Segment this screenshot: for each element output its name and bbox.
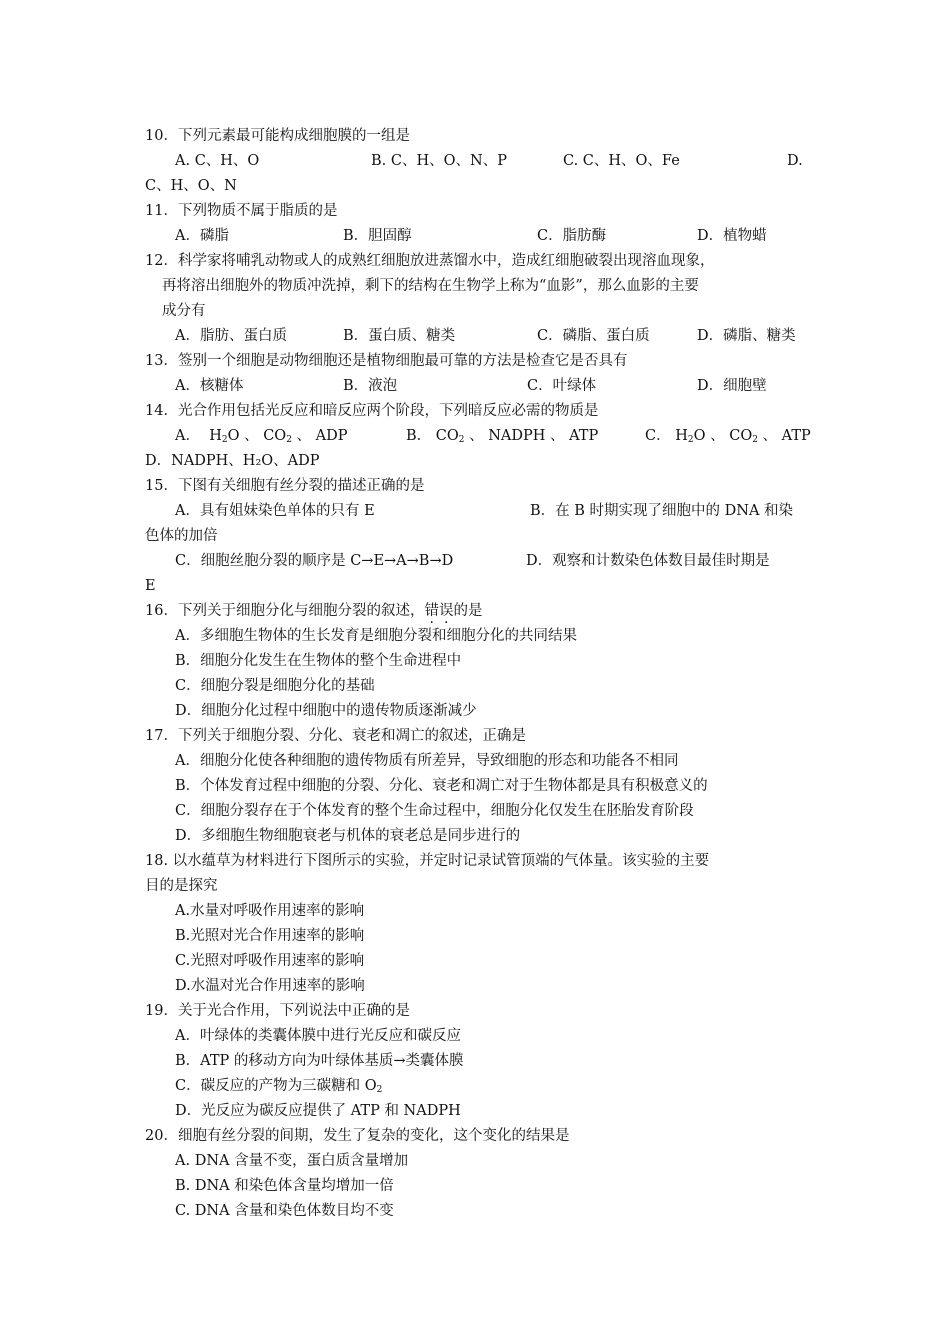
q17-stem: 17．下列关于细胞分裂、分化、衰老和凋亡的叙述，正确是 (145, 728, 526, 744)
q13-option-b: B．液泡 (343, 378, 398, 394)
q15-option-d-cont: E (145, 578, 156, 594)
q15-option-a: A．具有姐妹染色单体的只有 E (175, 503, 375, 519)
q20-option-c: C. DNA 含量和染色体数目均不变 (175, 1203, 394, 1219)
q13-option-c: C．叶绿体 (527, 378, 597, 394)
q17-option-a: A．细胞分化使各种细胞的遗传物质有所差异，导致细胞的形态和功能各不相同 (175, 753, 679, 769)
q18-option-a: A.水量对呼吸作用速率的影响 (175, 903, 365, 919)
q11-option-a: A．磷脂 (175, 228, 229, 244)
q15-option-c: C．细胞丝胞分裂的顺序是 C→E→A→B→D (175, 553, 454, 569)
q16-option-c: C．细胞分裂是细胞分化的基础 (175, 678, 375, 694)
q12-option-a: A．脂肪、蛋白质 (175, 328, 287, 344)
q11-stem: 11．下列物质不属于脂质的是 (145, 203, 338, 219)
q10-stem: 10．下列元素最可能构成细胞膜的一组是 (145, 128, 410, 144)
q13-stem: 13．签别一个细胞是动物细胞还是植物细胞最可靠的方法是检查它是否具有 (145, 353, 628, 369)
q17-option-b: B．个体发育过程中细胞的分裂、分化、衰老和凋亡对于生物体都是具有积极意义的 (175, 778, 708, 794)
q16-stem: 16．下列关于细胞分化与细胞分裂的叙述，错误的是 (145, 603, 483, 619)
q19-option-d: D．光反应为碳反应提供了 ATP 和 NADPH (175, 1103, 461, 1119)
q16-option-b: B．细胞分化发生在生物体的整个生命进程中 (175, 653, 462, 669)
q16-option-a: A．多细胞生物体的生长发育是细胞分裂和细胞分化的共同结果 (175, 628, 577, 644)
q11-option-b: B．胆固醇 (343, 228, 412, 244)
q10-option-d: D. (787, 153, 803, 169)
q17-option-c: C．细胞分裂存在于个体发育的整个生命过程中，细胞分化仅发生在胚胎发育阶段 (175, 803, 694, 819)
q15-option-b-cont: 色体的加倍 (145, 528, 218, 544)
q10-option-d-cont: C、H、O、N (145, 178, 237, 194)
q12-option-d: D．磷脂、糖类 (697, 328, 796, 344)
q15-option-b: B．在 B 时期实现了细胞中的 DNA 和染 (530, 503, 794, 519)
q20-option-a: A. DNA 含量不变，蛋白质含量增加 (175, 1153, 409, 1169)
q18-option-d: D.水温对光合作用速率的影响 (175, 978, 365, 994)
q19-stem: 19．关于光合作用，下列说法中正确的是 (145, 1003, 410, 1019)
q18-stem-line2: 目的是探究 (145, 878, 218, 894)
q20-option-b: B. DNA 和染色体含量均增加一倍 (175, 1178, 394, 1194)
q19-option-b: B．ATP 的移动方向为叶绿体基质→类囊体膜 (175, 1053, 464, 1069)
emphasis-dot-char: 误 (438, 603, 454, 619)
emphasis-dot-char: 错 (424, 603, 439, 619)
q17-option-d: D．多细胞生物细胞衰老与机体的衰老总是同步进行的 (175, 828, 521, 844)
q18-stem-line1: 18. 以水蕴草为材料进行下图所示的实验，并定时记录试管顶端的气体量。该实验的主要 (145, 853, 710, 869)
q11-option-c: C．脂肪酶 (537, 228, 607, 244)
q10-option-b: B. C、H、O、N、P (371, 153, 507, 169)
q14-option-a: A． $H_2O$ 、 $CO_2$ 、 ADP (175, 428, 348, 445)
q19-option-c: C．碳反应的产物为三碳糖和 $O_2$ (175, 1078, 383, 1095)
q10-option-a: A. C、H、O (175, 153, 260, 169)
q15-stem: 15．下图有关细胞有丝分裂的描述正确的是 (145, 478, 425, 494)
q12-option-c: C．磷脂、蛋白质 (537, 328, 650, 344)
q12-stem-line1: 12．科学家将哺乳动物或人的成熟红细胞放进蒸馏水中，造成红细胞破裂出现溶血现象， (145, 253, 715, 269)
q14-stem: 14．光合作用包括光反应和暗反应两个阶段，下列暗反应必需的物质是 (145, 403, 599, 419)
q15-option-d: D．观察和计数染色体数目最佳时期是 (526, 553, 770, 569)
q10-option-c: C. C、H、O、Fe (563, 153, 680, 169)
q14-option-d: D．NADPH、H₂O、ADP (145, 453, 320, 469)
q14-option-b: B． $CO_2$ 、 NADPH 、 ATP (406, 428, 599, 445)
q16-option-d: D．细胞分化过程中细胞中的遗传物质逐渐减少 (175, 703, 477, 719)
q19-option-a: A．叶绿体的类囊体膜中进行光反应和碳反应 (175, 1028, 461, 1044)
q18-option-c: C.光照对呼吸作用速率的影响 (175, 953, 365, 969)
q14-option-c: C． $H_2O$ 、 $CO_2$ 、 ATP (645, 428, 811, 445)
q13-option-d: D．细胞壁 (697, 378, 767, 394)
q18-option-b: B.光照对光合作用速率的影响 (175, 928, 365, 944)
q11-option-d: D．植物蜡 (697, 228, 767, 244)
q12-stem-line2: 再将溶出细胞外的物质冲洗掉，剩下的结构在生物学上称为“血影”，那么血影的主要 (162, 278, 699, 294)
q12-stem-line3: 成分有 (162, 303, 206, 319)
q20-stem: 20．细胞有丝分裂的间期，发生了复杂的变化，这个变化的结果是 (145, 1128, 570, 1144)
q12-option-b: B．蛋白质、糖类 (343, 328, 456, 344)
q13-option-a: A．核糖体 (175, 378, 244, 394)
